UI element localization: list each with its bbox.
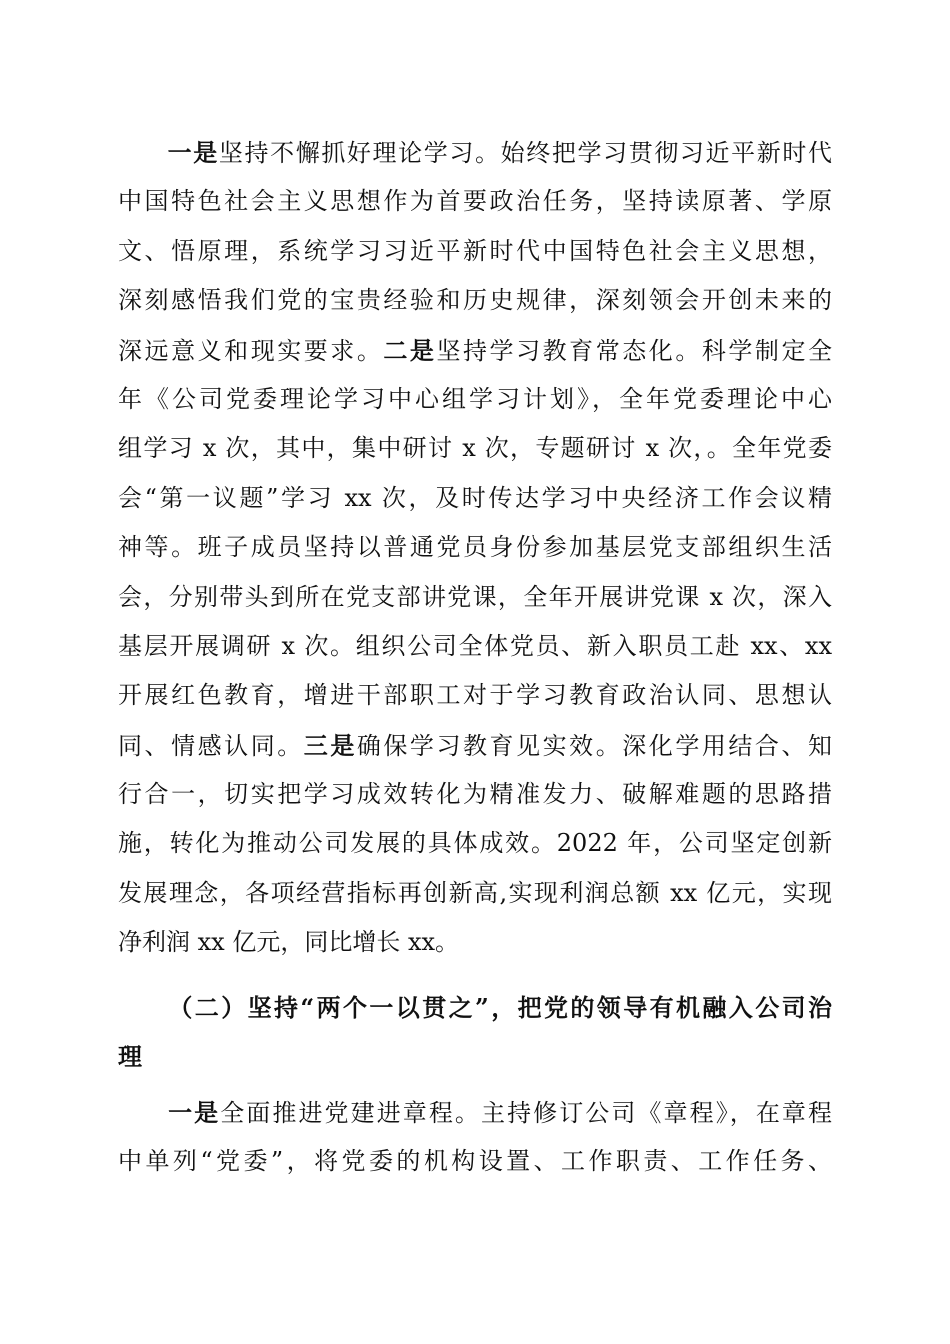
text-line: 施，转化为推动公司发展的具体成效。2022 年，公司坚定创新 — [118, 829, 832, 858]
paragraph-theory-study — [118, 128, 832, 968]
lead-phrase: 三是 — [303, 730, 357, 760]
text-line: 中国特色社会主义思想作为首要政治任务，坚持读原著、学原 — [118, 187, 832, 216]
text-line: 中单列“党委”，将党委的机构设置、工作职责、工作任务、 — [118, 1147, 832, 1176]
text-line: 文、悟原理，系统学习习近平新时代中国特色社会主义思想， — [118, 236, 832, 265]
text-line: 深远意义和现实要求。二是坚持学习教育常态化。科学制定全 — [118, 335, 832, 365]
heading-line: 理 — [118, 1042, 142, 1072]
text-line: 行合一，切实把学习成效转化为精准发力、破解难题的思路措 — [118, 780, 832, 809]
text-line: 同、情感认同。三是确保学习教育见实效。深化学用结合、知 — [118, 730, 832, 760]
text-line: 基层开展调研 x 次。组织公司全体党员、新入职员工赴 xx、xx — [118, 631, 832, 660]
text-line: 会，分别带头到所在党支部讲党课，全年开展讲党课 x 次，深入 — [118, 582, 832, 611]
text-line: 会“第一议题”学习 xx 次，及时传达学习中央经济工作会议精 — [118, 483, 832, 512]
text-line: 净利润 xx 亿元，同比增长 xx。 — [118, 928, 460, 957]
lead-phrase: 二是 — [383, 335, 437, 365]
text-line: 一是坚持不懈抓好理论学习。始终把学习贯彻习近平新时代 — [166, 138, 832, 167]
text-line: 深刻感悟我们党的宝贵经验和历史规律，深刻领会开创未来的 — [118, 286, 832, 315]
heading-line: （二）坚持“两个一以贯之”，把党的领导有机融入公司治 — [166, 993, 832, 1022]
lead-phrase: 一是 — [166, 138, 219, 167]
text-line: 年《公司党委理论学习中心组学习计划》，全年党委理论中心 — [118, 384, 832, 413]
text-line: 开展红色教育，增进干部职工对于学习教育政治认同、思想认 — [118, 681, 832, 710]
text-line: 发展理念，各项经营指标再创新高,实现利润总额 xx 亿元，实现 — [118, 878, 832, 907]
paragraph-party-charter — [118, 1088, 832, 1187]
text-line: 神等。班子成员坚持以普通党员身份参加基层党支部组织生活 — [118, 533, 832, 562]
lead-phrase: 一是 — [166, 1098, 221, 1127]
text-line: 一是全面推进党建进章程。主持修订公司《章程》，在章程 — [166, 1098, 832, 1127]
section-heading — [118, 983, 832, 1082]
text-line: 组学习 x 次，其中，集中研讨 x 次，专题研讨 x 次，。全年党委 — [118, 434, 832, 463]
